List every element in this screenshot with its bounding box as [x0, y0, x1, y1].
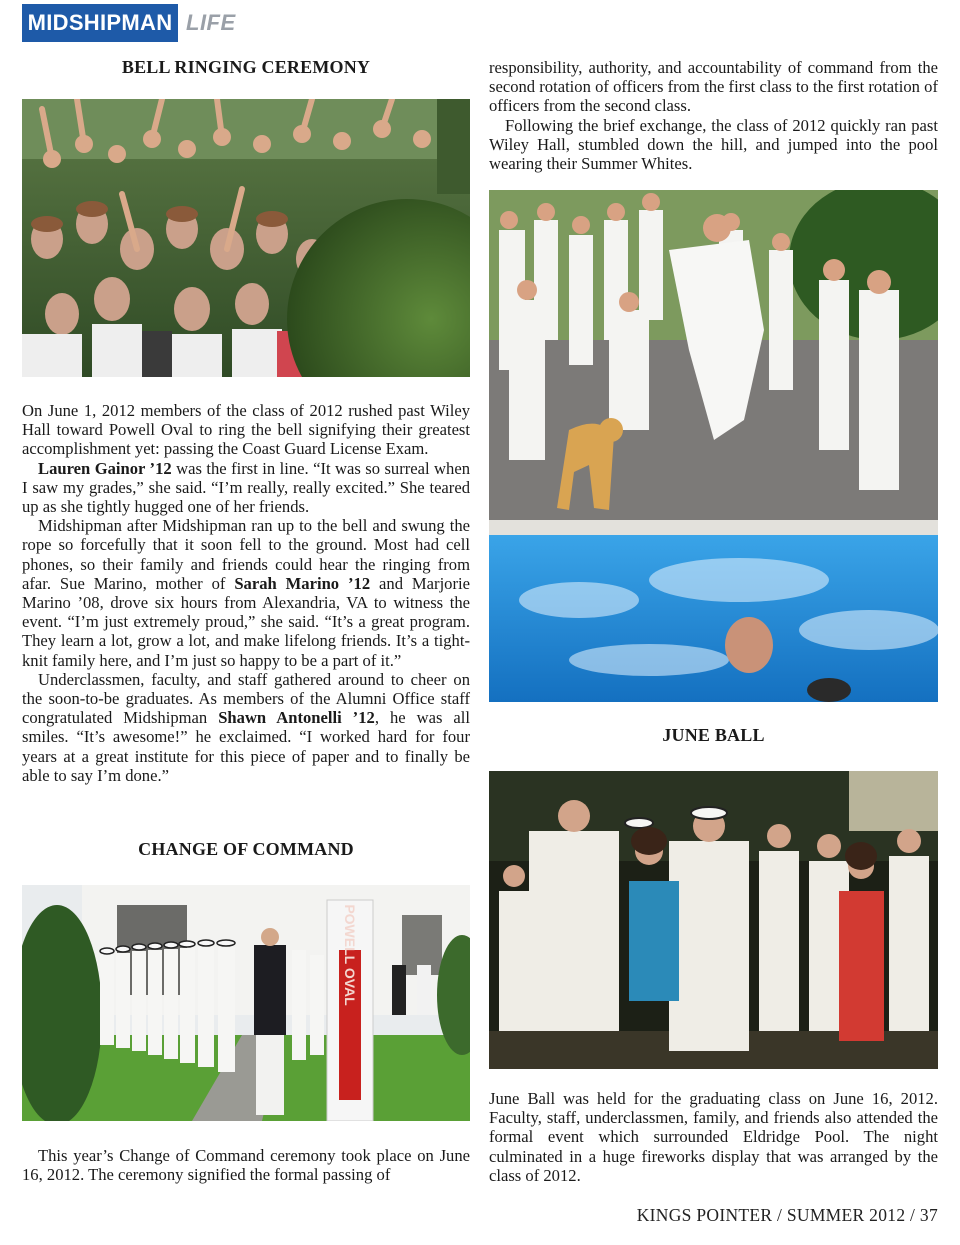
bell-paragraph-2: Lauren Gainor ’12 was the first in line. “It was so surreal when I saw my grades,” she said. “I’m really, really excited.” She teared up as she tightly hugged one of her friends. — [22, 458, 470, 517]
june-ball-article — [489, 1089, 938, 1185]
name-lauren-gainor: Lauren Gainor ’12 — [38, 458, 172, 478]
bell-ringing-article — [22, 401, 470, 785]
name-shawn-antonelli: Shawn Antonelli ’12 — [218, 708, 375, 728]
section-subheader: LIFE — [186, 10, 236, 35]
command-paragraph-2: Following the brief exchange, the class of 2012 quickly ran past Wiley Hall, stumbled down the hill, and jumped into the pool wearing their Summer Whites. — [489, 115, 938, 174]
command-paragraph-1: This year’s Change of Command ceremony took place on June 16, 2012. The ceremony signified the formal passing of — [22, 1146, 470, 1185]
change-of-command-article-part2 — [489, 58, 938, 173]
bell-ringing-title: BELL RINGING CEREMONY — [121, 57, 371, 77]
command-paragraph-1-cont: responsibility, authority, and accountability of command from the second rotation of officers from the first class to the first rotation of officers from the second class. — [489, 58, 938, 116]
june-ball-photo — [489, 771, 938, 1069]
bell-ringing-photo — [22, 99, 470, 377]
change-of-command-photo — [22, 885, 470, 1121]
june-ball-title: JUNE BALL — [662, 725, 765, 745]
name-sarah-marino: Sarah Marino ’12 — [234, 573, 371, 593]
change-of-command-title: CHANGE OF COMMAND — [138, 839, 354, 859]
bell-paragraph-4: Underclassmen, faculty, and staff gathered around to cheer on the soon-to-be graduates. As members of the Alumni Office staff congratulated Midshipman Shawn Antonelli ’12, he was all smiles. “It’s awesome!” he exclaimed. “I worked hard for four years at a great institute for this piece of paper and to finally be able to say I’m done.” — [22, 669, 470, 785]
change-of-command-article-part1 — [22, 1146, 470, 1184]
powell-oval-sign: POWELL OVAL — [342, 904, 358, 1006]
ball-paragraph-1: June Ball was held for the graduating class on June 16, 2012. Faculty, staff, underclassmen, family, and friends also attended the formal event which surrounded Eldridge Pool. The night culminated in a huge fireworks display that was arranged by the class of 2012. — [489, 1089, 938, 1185]
bell-paragraph-1: On June 1, 2012 members of the class of 2012 rushed past Wiley Hall toward Powell Oval to ring the bell signifying their greatest accomplishment yet: passing the Coast Guard License Exam. — [22, 401, 470, 459]
bell-paragraph-3: Midshipman after Midshipman ran up to the bell and swung the rope so forcefully that it soon fell to the ground. Most had cell phones, so their family and friends could hear the ringing from afar. Sue Marino, mother of Sarah Marino ’12 and Marjorie Marino ’08, drove six hours from Alexandria, VA to witness the event. “I’m just extremely proud,” she said. “It’s a great program. They learn a lot, grow a lot, and make lifelong friends. It’s a tight-knit family here, and I’m just so happy to be a part of it.” — [22, 516, 470, 670]
pool-jump-photo — [489, 190, 938, 702]
page-footer: KINGS POINTER / SUMMER 2012 / 37 — [636, 1205, 938, 1225]
section-header: MIDSHIPMAN — [22, 4, 178, 42]
